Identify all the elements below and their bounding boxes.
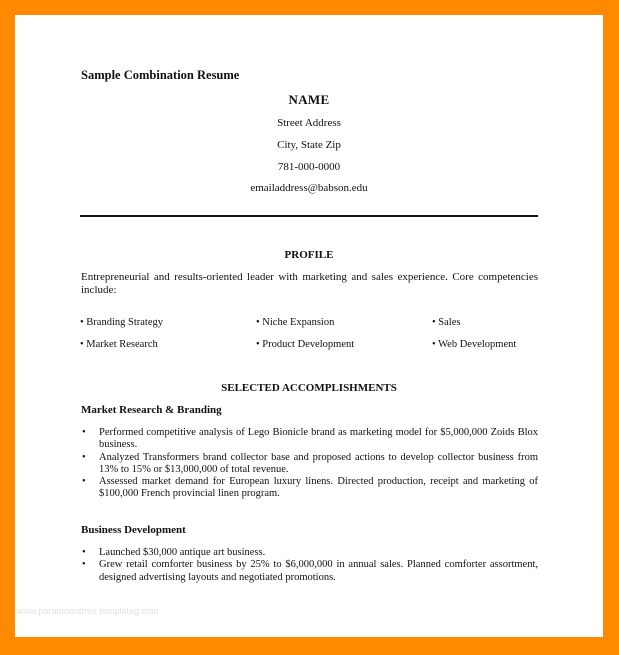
accomplishment-list (81, 427, 538, 501)
list-item-text: Analyzed Transformers brand collector base and proposed actions to develop collector business from 13% to 15% or $13,000,000 of total revenue. (99, 451, 538, 475)
competency-item: • Product Development (256, 339, 355, 350)
watermark: www.paramountfree.templateg.com (17, 606, 159, 616)
resume-name: NAME (288, 92, 330, 107)
profile-summary: Entrepreneurial and results-oriented leader with marketing and sales experience. Core competencies include: (81, 271, 538, 296)
email-address: emailaddress@babson.edu (250, 182, 368, 194)
competency-item: • Branding Strategy (80, 317, 163, 328)
list-item (81, 452, 538, 477)
bullet-icon: • (82, 427, 86, 438)
list-item-text: Assessed market demand for European luxury linens. Directed production, receipt and marketing of $100,000 French provincial linen program. (99, 476, 538, 500)
competency-item: • Web Development (432, 339, 517, 350)
list-item-text: Grew retail comforter business by 25% to $6,000,000 in annual sales. Planned comforter assortment, designed advertising layouts and negotiated promotions. (99, 559, 538, 583)
list-item (81, 427, 538, 452)
profile-heading: PROFILE (284, 249, 334, 261)
subsection-title: Market Research & Branding (81, 404, 222, 416)
header-divider (80, 215, 538, 217)
competency-item: • Market Research (80, 339, 158, 350)
resume-page (15, 15, 603, 637)
city-state-zip: City, State Zip (277, 139, 341, 151)
bullet-icon: • (82, 559, 86, 571)
document-title: Sample Combination Resume (81, 68, 240, 82)
bullet-icon: • (82, 547, 86, 558)
accomplishments-heading: SELECTED ACCOMPLISHMENTS (221, 382, 397, 394)
list-item (81, 559, 538, 584)
bullet-icon: • (82, 451, 86, 463)
list-item-text: Launched $30,000 antique art business. (99, 547, 266, 558)
list-item-text: Performed competitive analysis of Lego Bionicle brand as marketing model for $5,000,000 Zoids Blox business. (99, 427, 538, 451)
competency-item: • Niche Expansion (256, 317, 335, 328)
bullet-icon: • (82, 476, 86, 488)
list-item (81, 476, 538, 501)
phone-number: 781-000-0000 (277, 161, 341, 173)
street-address: Street Address (277, 117, 341, 129)
accomplishment-list (81, 547, 538, 584)
competency-item: • Sales (432, 317, 461, 328)
subsection-title: Business Development (81, 524, 186, 536)
list-item (81, 547, 538, 559)
